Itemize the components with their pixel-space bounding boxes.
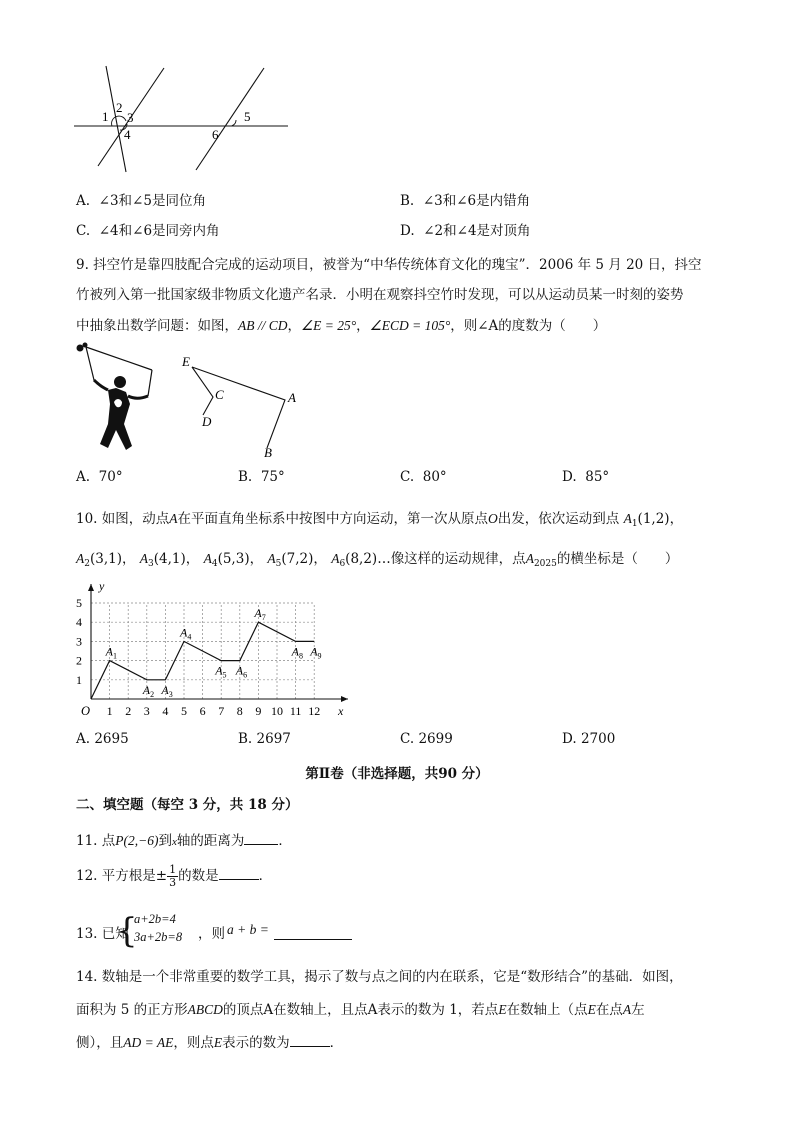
x-tick-label: 11 xyxy=(289,704,302,718)
point-label-a6: $A_6$ xyxy=(235,663,248,680)
q8-option-b[interactable]: B. ∠3和∠6是内错角 xyxy=(400,193,531,209)
q8-label-6: 6 xyxy=(212,127,219,142)
q8-option-a[interactable]: A. ∠3和∠5是同位角 xyxy=(76,193,206,209)
q14-text-line-1: 14. 数轴是一个非常重要的数学工具，揭示了数与点之间的内在联系，它是“数形结合”的基础．如图， xyxy=(76,969,683,985)
q10-option-a[interactable]: A. 2695 xyxy=(76,731,129,747)
q12-answer-blank[interactable] xyxy=(219,879,259,880)
q9-segment-ecd xyxy=(192,367,213,415)
q10-text-line-1: 10. 如图，动点A在平面直角坐标系中按图中方向运动，第一次从原点O出发，依次运动到点 $A_1(1,2)$， xyxy=(76,511,684,529)
x-tick-label: 6 xyxy=(199,704,206,718)
q9-label-c: C xyxy=(215,387,224,402)
point-label-a2: $A_2$ xyxy=(142,682,155,699)
y-tick-label: 4 xyxy=(76,615,82,630)
x-tick-label: 8 xyxy=(236,704,243,718)
point-label-a3: $A_3$ xyxy=(161,682,173,699)
point-label-a4: $A_4$ xyxy=(180,625,192,642)
q9-label-d: D xyxy=(202,414,212,429)
x-axis-label: x xyxy=(338,704,344,718)
q9-option-a[interactable]: A. 70° xyxy=(76,469,123,485)
q10-text-line-2: $A_2(3,1)$， $A_3(4,1)$， $A_4(5,3)$， $A_5(7,2)$， $A_6(8,2)\dots$像这样的运动规律，点$A_{2025}$的横坐标是（ ） xyxy=(76,551,679,569)
x-tick-label: 2 xyxy=(125,704,132,718)
y-tick-label: 2 xyxy=(76,653,82,668)
q9-option-d[interactable]: D. 85° xyxy=(562,469,610,485)
q14-text-line-2: 面积为 5 的正方形ABCD的顶点A在数轴上，且点A表示的数为 1，若点E在数轴上（点E在点A左 xyxy=(76,1002,645,1018)
q9-text-line-1: 9. 抖空竹是靠四肢配合完成的运动项目，被誉为“中华传统体育文化的瑰宝”．2006 年 5 月 20 日，抖空 xyxy=(76,257,702,273)
x-axis-arrow xyxy=(341,696,348,702)
q9-geometry-figure xyxy=(175,350,305,462)
point-label-a8: $A_8$ xyxy=(291,644,303,661)
q10-option-c[interactable]: C. 2699 xyxy=(400,731,453,747)
q8-label-5: 5 xyxy=(244,109,251,124)
q11-text: 11. 点P(2,−6)到x轴的距离为 ． xyxy=(76,833,292,849)
q8-transversal-1 xyxy=(106,66,126,172)
q9-option-c[interactable]: C. 80° xyxy=(400,469,447,485)
q8-label-2: 2 xyxy=(116,100,123,115)
x-tick-label: 1 xyxy=(106,704,113,718)
y-axis-label: y xyxy=(99,579,105,593)
q14-text-line-3: 侧），且AD = AE，则点E表示的数为 ． xyxy=(76,1035,344,1051)
q8-angle-arc-3 xyxy=(229,120,236,126)
y-tick-label: 5 xyxy=(76,596,82,610)
q9-label-b: B xyxy=(264,445,272,460)
section2-title: 二、填空题（每空 3 分，共 18 分） xyxy=(76,797,299,813)
q14-answer-blank[interactable] xyxy=(290,1046,330,1047)
q10-coordinate-chart xyxy=(70,576,360,726)
x-tick-label: 5 xyxy=(181,704,187,718)
q9-label-a: A xyxy=(288,390,296,405)
point-label-a7: $A_7$ xyxy=(254,606,266,623)
x-tick-label: 4 xyxy=(162,704,169,718)
x-tick-label: 12 xyxy=(308,704,321,718)
point-label-a1: $A_1$ xyxy=(105,644,117,661)
y-tick-label: 1 xyxy=(76,672,82,687)
q12-text: 12. 平方根是± $\frac{1}{3}$ 的数是 ． xyxy=(76,863,273,889)
origin-label: O xyxy=(81,704,91,718)
q10-option-d[interactable]: D. 2700 xyxy=(562,731,616,747)
q9-text-line-2: 竹被列入第一批国家级非物质文化遗产名录．小明在观察抖空竹时发现，可以从运动员某一时刻的姿势 xyxy=(76,287,684,303)
q9-option-b[interactable]: B. 75° xyxy=(238,469,285,485)
q10-option-b[interactable]: B. 2697 xyxy=(238,731,291,747)
q8-label-4: 4 xyxy=(124,127,131,142)
q8-label-3: 3 xyxy=(127,110,134,125)
q8-angle-arc-1 xyxy=(112,116,126,126)
diabolo-player-illustration xyxy=(72,340,162,460)
part2-title: 第Ⅱ卷（非选择题，共90 分） xyxy=(305,766,489,782)
q12-fraction: $\frac{1}{3}$ xyxy=(169,863,177,889)
q8-transversal-3 xyxy=(196,68,264,170)
x-tick-label: 10 xyxy=(271,704,283,718)
point-label-a9: $A_9$ xyxy=(310,644,322,661)
y-axis-arrow xyxy=(88,584,94,591)
q9-text-line-3: 中抽象出数学问题：如图，AB // CD，∠E = 25°，∠ECD = 105°，则∠A的度数为（ ） xyxy=(76,318,607,334)
q8-figure xyxy=(70,60,300,180)
q13-answer-blank[interactable] xyxy=(274,924,352,940)
q8-option-c[interactable]: C. ∠4和∠6是同旁内角 xyxy=(76,223,220,239)
q8-label-1: 1 xyxy=(102,109,109,124)
q13-brace: { xyxy=(116,911,138,951)
x-tick-label: 7 xyxy=(218,704,225,718)
point-label-a5: $A_5$ xyxy=(215,663,227,680)
q9-label-e: E xyxy=(182,354,190,369)
y-tick-label: 3 xyxy=(76,634,82,649)
x-tick-label: 9 xyxy=(255,704,262,718)
q9-segment-eab xyxy=(192,367,285,448)
q8-option-d[interactable]: D. ∠2和∠4是对顶角 xyxy=(400,223,531,239)
x-tick-label: 3 xyxy=(143,704,150,718)
q11-answer-blank[interactable] xyxy=(244,844,278,845)
